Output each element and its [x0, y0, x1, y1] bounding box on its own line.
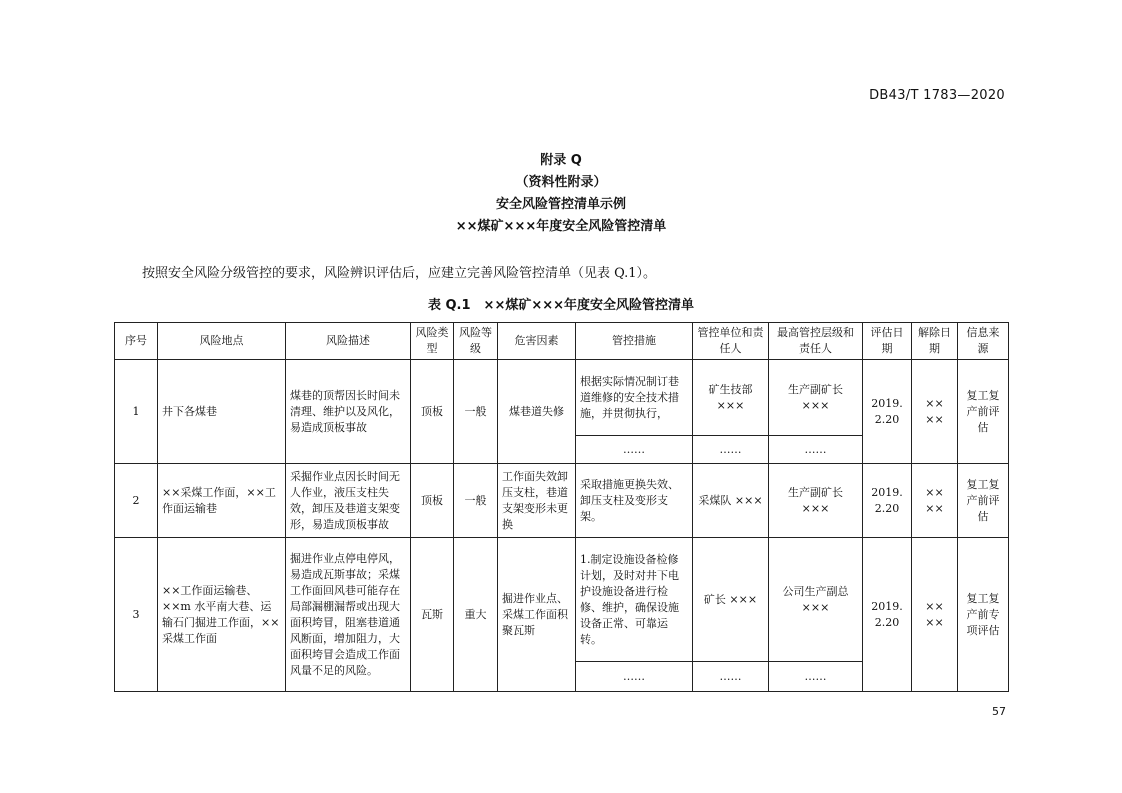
cell-measures: 1.制定设施设备检修计划，及时对井下电护设施设备进行检修、维护，确保设施设备正常、可靠运转。 [576, 538, 693, 662]
cell-level: 一般 [454, 464, 498, 538]
table-caption: 表 Q.1 ××煤矿×××年度安全风险管控清单 [427, 298, 695, 313]
cell-eval-date: 2019. 2.20 [863, 538, 912, 692]
intro-paragraph: 按照安全风险分级管控的要求，风险辨识评估后，应建立完善风险管控清单（见表 Q.1）。 [142, 266, 657, 281]
page-number: 57 [992, 705, 1006, 718]
header-cell: 信息来源 [958, 323, 1009, 360]
header-cell: 最高管控层级和责任人 [769, 323, 863, 360]
cell-description: 煤巷的顶帮因长时间未清理、维护以及风化，易造成顶板事故 [286, 360, 411, 464]
table-header-row [115, 323, 1009, 360]
cell-top-level: 生产副矿长 ××× [769, 464, 863, 538]
header-cell: 风险描述 [286, 323, 411, 360]
cell-location: 井下各煤巷 [158, 360, 286, 464]
cell-type: 顶板 [411, 360, 454, 464]
cell-measures-more: …… [576, 436, 693, 464]
cell-top-level: 公司生产副总 ××× [769, 538, 863, 662]
appendix-type: （资料性附录） [515, 175, 607, 190]
cell-unit: 矿长 ××× [693, 538, 769, 662]
cell-description: 采掘作业点因长时间无人作业，液压支柱失效，卸压及巷道支架变形，易造成顶板事故 [286, 464, 411, 538]
cell-no: 2 [115, 464, 158, 538]
cell-description: 掘进作业点停电停风，易造成瓦斯事故；采煤工作面回风巷可能存在局部漏棚漏帮或出现大面积垮冒，阻塞巷道通风断面，增加阻力，大面积垮冒会造成工作面风量不足的风险。 [286, 538, 411, 692]
appendix-subtitle: ××煤矿×××年度安全风险管控清单 [455, 219, 667, 234]
cell-level: 重大 [454, 538, 498, 692]
cell-level: 一般 [454, 360, 498, 464]
cell-top-level: 生产副矿长 ××× [769, 360, 863, 436]
cell-measures: 根据实际情况制订巷道维修的安全技术措施，并贯彻执行， [576, 360, 693, 436]
header-cell: 风险地点 [158, 323, 286, 360]
header-cell: 评估日期 [863, 323, 912, 360]
appendix-label: 附录 Q [540, 153, 582, 168]
header-cell: 风险类型 [411, 323, 454, 360]
cell-unit: 采煤队 ××× [693, 464, 769, 538]
cell-no: 1 [115, 360, 158, 464]
appendix-titles [0, 150, 1122, 238]
appendix-title: 安全风险管控清单示例 [495, 197, 626, 212]
table-row [115, 538, 1009, 662]
cell-top-more: …… [769, 436, 863, 464]
risk-control-table [114, 322, 1009, 692]
cell-source: 复工复产前评估 [958, 360, 1009, 464]
cell-location: ××工作面运输巷、××m 水平南大巷、运输石门掘进工作面，××采煤工作面 [158, 538, 286, 692]
header-cell: 管控单位和责任人 [693, 323, 769, 360]
cell-release-date: ×× ×× [912, 464, 958, 538]
cell-hazard: 工作面失效卸压支柱，巷道支架变形未更换 [498, 464, 576, 538]
header-cell: 管控措施 [576, 323, 693, 360]
cell-location: ××采煤工作面，××工作面运输巷 [158, 464, 286, 538]
cell-type: 瓦斯 [411, 538, 454, 692]
cell-eval-date: 2019. 2.20 [863, 464, 912, 538]
cell-top-more: …… [769, 662, 863, 692]
cell-source: 复工复产前专项评估 [958, 538, 1009, 692]
cell-source: 复工复产前评估 [958, 464, 1009, 538]
header-cell: 危害因素 [498, 323, 576, 360]
cell-release-date: ×× ×× [912, 538, 958, 692]
header-cell: 风险等级 [454, 323, 498, 360]
cell-eval-date: 2019. 2.20 [863, 360, 912, 464]
cell-measures-more: …… [576, 662, 693, 692]
cell-no: 3 [115, 538, 158, 692]
cell-unit-more: …… [693, 662, 769, 692]
cell-release-date: ×× ×× [912, 360, 958, 464]
cell-hazard: 煤巷道失修 [498, 360, 576, 464]
header-cell: 解除日期 [912, 323, 958, 360]
cell-type: 顶板 [411, 464, 454, 538]
table-row [115, 464, 1009, 538]
table-row [115, 360, 1009, 436]
cell-hazard: 掘进作业点、采煤工作面积聚瓦斯 [498, 538, 576, 692]
standard-number: DB43/T 1783—2020 [869, 88, 1005, 103]
cell-unit-more: …… [693, 436, 769, 464]
cell-unit: 矿生技部 ××× [693, 360, 769, 436]
header-cell: 序号 [115, 323, 158, 360]
cell-measures: 采取措施更换失效、卸压支柱及变形支架。 [576, 464, 693, 538]
